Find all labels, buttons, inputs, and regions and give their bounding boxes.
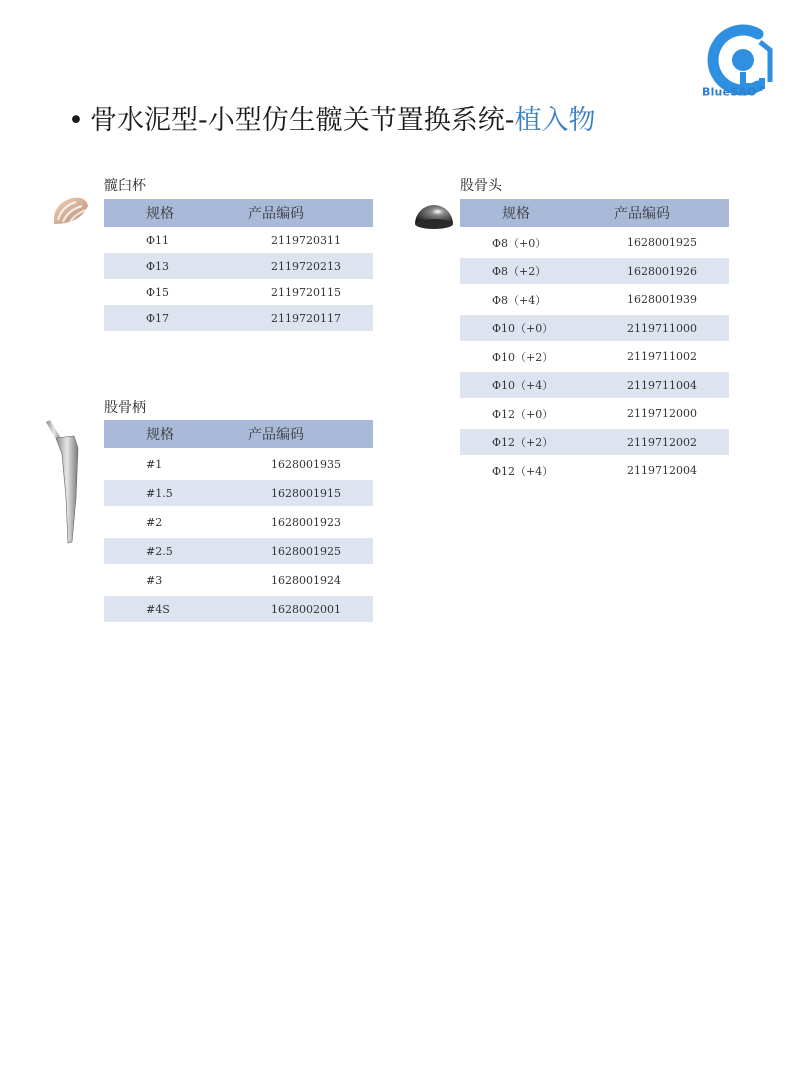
table-row xyxy=(104,538,373,564)
code-cell: 2119720213 xyxy=(247,253,373,279)
spec-cell: #3 xyxy=(146,573,163,587)
spec-cell: Φ10（+2） xyxy=(492,350,554,364)
spec-cell: Φ11 xyxy=(146,233,170,247)
spec-cell: #2.5 xyxy=(104,538,247,564)
table-row xyxy=(460,398,729,429)
table-row xyxy=(104,279,373,305)
code-cell: 1628001925 xyxy=(247,538,373,564)
table-row xyxy=(460,284,729,315)
spec-cell: Φ8（+0） xyxy=(492,236,547,250)
femoral-stem-table xyxy=(104,420,373,622)
code-cell: 2119711000 xyxy=(613,315,729,341)
header-spec: 规格 xyxy=(104,420,247,448)
spec-cell: Φ15 xyxy=(146,285,170,299)
header-code: 产品编码 xyxy=(613,199,729,227)
page-title xyxy=(68,98,596,137)
table-row xyxy=(460,429,729,455)
spec-cell: Φ10（+0） xyxy=(460,315,613,341)
table-row xyxy=(460,372,729,398)
table-row xyxy=(104,596,373,622)
table-row xyxy=(460,315,729,341)
code-cell: 1628001925 xyxy=(627,236,697,249)
table-row xyxy=(460,455,729,486)
femoral-stem-image xyxy=(40,418,90,548)
spec-cell: Φ17 xyxy=(104,305,247,331)
code-cell: 1628001939 xyxy=(627,293,697,306)
spec-cell: Φ12（+2） xyxy=(460,429,613,455)
code-cell: 1628001935 xyxy=(271,457,341,471)
spec-cell: #4S xyxy=(104,596,247,622)
spec-cell: Φ8（+4） xyxy=(492,293,547,307)
spec-cell: Φ12（+0） xyxy=(492,407,554,421)
section-label-femoral-stem: 股骨柄 xyxy=(104,400,146,416)
code-cell: 2119720115 xyxy=(271,285,341,299)
table-row xyxy=(104,227,373,253)
table-row xyxy=(104,506,373,538)
acetabular-cup-image xyxy=(50,194,90,230)
table-row xyxy=(104,305,373,331)
table-header-row xyxy=(104,199,373,227)
table-row xyxy=(104,564,373,596)
code-cell: 2119711002 xyxy=(627,350,697,363)
table-header-row xyxy=(104,420,373,448)
code-cell: 2119712002 xyxy=(613,429,729,455)
spec-cell: Φ13 xyxy=(104,253,247,279)
code-cell: 1628002001 xyxy=(247,596,373,622)
code-cell: 2119712000 xyxy=(627,407,697,420)
code-cell: 1628001915 xyxy=(247,480,373,506)
table-header-row xyxy=(460,199,729,227)
table-row xyxy=(104,448,373,480)
header-spec: 规格 xyxy=(460,199,613,227)
code-cell: 2119711004 xyxy=(613,372,729,398)
femoral-head-image xyxy=(412,194,456,232)
section-label-acetabular-cup: 髋臼杯 xyxy=(104,178,146,194)
title-main: 骨水泥型-小型仿生髋关节置换系统- xyxy=(90,105,515,136)
code-cell: 1628001923 xyxy=(271,515,341,529)
table-row xyxy=(460,341,729,372)
femoral-head-table xyxy=(460,199,729,486)
spec-cell: Φ12（+4） xyxy=(492,464,554,478)
table-row xyxy=(104,253,373,279)
code-cell: 2119720311 xyxy=(271,233,341,247)
code-cell: 1628001926 xyxy=(613,258,729,284)
spec-cell: #1.5 xyxy=(104,480,247,506)
table-row xyxy=(104,480,373,506)
code-cell: 2119712004 xyxy=(627,464,697,477)
title-accent: 植入物 xyxy=(514,105,596,136)
acetabular-cup-table xyxy=(104,199,373,331)
spec-cell: Φ10（+4） xyxy=(460,372,613,398)
spec-cell: #2 xyxy=(146,515,163,529)
spec-cell: #1 xyxy=(146,457,163,471)
spec-cell: Φ8（+2） xyxy=(460,258,613,284)
title-bullet: • xyxy=(68,105,84,136)
table-row xyxy=(460,227,729,258)
header-code: 产品编码 xyxy=(247,420,373,448)
header-spec: 规格 xyxy=(104,199,247,227)
code-cell: 1628001924 xyxy=(271,573,341,587)
header-code: 产品编码 xyxy=(247,199,373,227)
table-row xyxy=(460,258,729,284)
section-label-femoral-head: 股骨头 xyxy=(460,178,502,194)
brand-name: BlueSAO® xyxy=(702,84,765,99)
code-cell: 2119720117 xyxy=(247,305,373,331)
